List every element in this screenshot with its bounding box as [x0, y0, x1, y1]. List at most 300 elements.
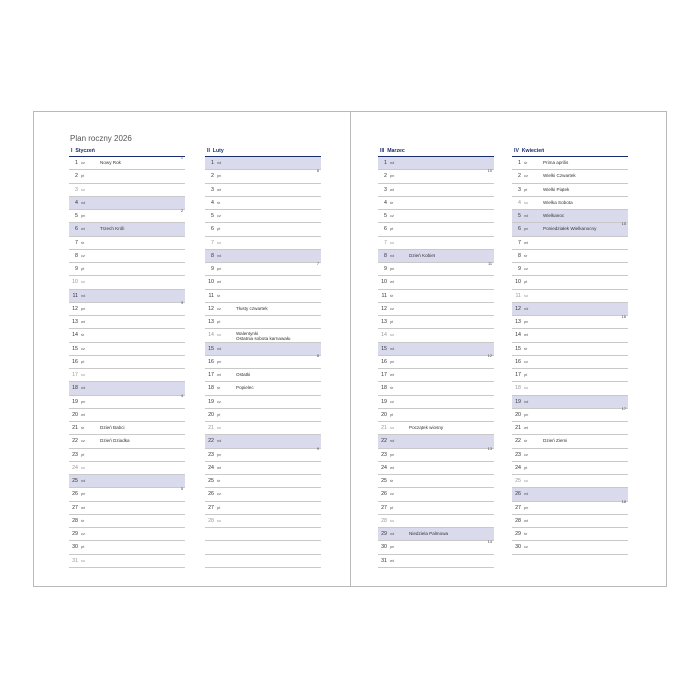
week-number: 9	[316, 446, 319, 451]
holiday-label	[100, 435, 130, 448]
day-row	[378, 316, 494, 329]
day-row	[378, 237, 494, 250]
day-number: 13	[208, 319, 214, 325]
day-row	[512, 515, 628, 528]
day-number: 20	[72, 411, 78, 418]
day-number: 31	[381, 557, 387, 564]
day-number: 25	[208, 478, 214, 484]
weekday-abbr: śr	[524, 160, 528, 165]
weekday-abbr: pt	[524, 279, 528, 285]
weekday-abbr: pt	[524, 464, 528, 470]
day-number: 25	[381, 478, 387, 484]
week-number: 1	[180, 154, 183, 160]
day-row	[512, 406, 628, 422]
day-number: 27	[208, 504, 214, 511]
day-row	[378, 462, 494, 475]
day-row	[69, 343, 185, 356]
day-number: 26	[515, 491, 521, 498]
day-number: 4	[518, 199, 521, 206]
day-number: 29	[381, 531, 387, 537]
day-number: 13	[72, 319, 78, 325]
day-row	[69, 207, 185, 223]
day-number: 29	[72, 531, 78, 537]
day-row	[205, 157, 321, 170]
day-row	[69, 223, 185, 236]
week-number: 3	[180, 300, 183, 306]
day-row	[205, 303, 321, 316]
weekday-abbr: pn	[217, 451, 222, 457]
weekday-abbr: pt	[217, 411, 221, 417]
day-row	[378, 435, 494, 448]
week-number: 12	[487, 353, 492, 359]
day-row	[512, 369, 628, 382]
day-row	[205, 422, 321, 435]
month-column-march	[378, 145, 494, 568]
day-number: 22	[208, 438, 214, 445]
day-number: 21	[208, 425, 214, 431]
day-number: 8	[75, 252, 78, 259]
day-row	[205, 435, 321, 448]
holiday-label	[236, 331, 290, 341]
day-row	[378, 329, 494, 342]
day-row	[69, 382, 185, 395]
day-row	[69, 541, 185, 554]
day-number: 16	[208, 358, 214, 365]
day-number: 11	[381, 292, 387, 299]
day-row	[205, 343, 321, 356]
day-number: 10	[381, 279, 387, 286]
day-number: 19	[381, 398, 387, 405]
day-row	[205, 409, 321, 422]
day-row	[69, 316, 185, 329]
day-number: 17	[208, 372, 214, 378]
weekday-abbr: nd	[390, 252, 395, 258]
day-number: 14	[208, 332, 214, 339]
day-row	[69, 555, 185, 568]
weekday-abbr: śr	[81, 239, 85, 245]
weekday-abbr: so	[524, 478, 529, 483]
day-row	[205, 184, 321, 197]
day-row	[378, 538, 494, 554]
weekday-abbr: wt	[390, 557, 394, 563]
day-number: 6	[518, 226, 521, 233]
weekday-abbr: nd	[390, 438, 395, 444]
day-number: 9	[211, 266, 214, 272]
holiday-label	[409, 528, 448, 541]
weekday-abbr: wt	[390, 279, 394, 285]
day-number: 3	[384, 186, 387, 193]
day-row	[69, 263, 185, 276]
weekday-abbr: wt	[81, 411, 85, 417]
holiday-label	[100, 223, 124, 236]
day-row	[69, 300, 185, 316]
day-row	[69, 276, 185, 289]
day-row	[378, 515, 494, 528]
day-number: 10	[72, 279, 78, 286]
weekday-abbr: nd	[81, 292, 86, 298]
weekday-abbr: nd	[81, 478, 86, 483]
day-number: 8	[384, 252, 387, 259]
holiday-label	[236, 382, 254, 395]
day-row	[69, 369, 185, 382]
month-header	[512, 145, 628, 157]
day-number: 28	[515, 517, 521, 524]
month-name: Marzec	[387, 148, 405, 154]
day-number: 30	[515, 544, 521, 551]
day-list	[69, 154, 185, 568]
day-list	[378, 157, 494, 568]
day-row	[205, 382, 321, 395]
day-number: 17	[381, 372, 387, 378]
day-row	[512, 449, 628, 462]
day-row	[512, 184, 628, 197]
day-number: 18	[72, 385, 78, 392]
holiday-label	[543, 210, 564, 223]
day-number: 6	[384, 226, 387, 233]
day-number: 13	[381, 319, 387, 325]
weekday-abbr: nd	[217, 438, 222, 444]
holiday-text: Walentynki	[236, 330, 259, 336]
day-number: 16	[381, 358, 387, 365]
day-row	[205, 396, 321, 409]
day-row	[378, 488, 494, 501]
holiday-text: Popielec	[236, 385, 254, 391]
day-number: 1	[75, 160, 78, 166]
weekday-abbr: cz	[217, 305, 221, 311]
holiday-text: Nowy Rok	[100, 160, 121, 165]
weekday-abbr: cz	[524, 173, 528, 179]
month-header	[205, 145, 321, 157]
week-number: 11	[487, 260, 492, 266]
weekday-abbr: so	[390, 425, 395, 430]
day-row	[205, 353, 321, 369]
holiday-text: Prima aprilis	[543, 160, 569, 165]
holiday-text: Wielka Sobota	[543, 199, 573, 205]
day-number: 2	[75, 173, 78, 180]
day-row	[512, 462, 628, 475]
day-number: 27	[72, 504, 78, 511]
day-number: 25	[515, 478, 521, 484]
month-name: Kwiecień	[521, 148, 545, 154]
month-name: Luty	[212, 148, 224, 154]
weekday-abbr: cz	[81, 531, 85, 536]
day-row	[69, 422, 185, 435]
day-number: 30	[72, 544, 78, 551]
day-row	[378, 184, 494, 197]
day-row	[69, 485, 185, 501]
day-row	[512, 329, 628, 342]
day-row	[378, 555, 494, 568]
weekday-abbr: pt	[81, 358, 85, 364]
day-number: 23	[381, 451, 387, 458]
day-number: 18	[515, 385, 521, 392]
day-row	[205, 502, 321, 515]
day-row	[205, 515, 321, 528]
day-row	[512, 276, 628, 289]
day-row	[378, 343, 494, 356]
day-row	[512, 356, 628, 369]
day-number: 13	[515, 319, 521, 325]
weekday-abbr: cz	[217, 491, 221, 497]
month-column-april	[512, 145, 628, 555]
day-number: 12	[515, 305, 521, 312]
weekday-abbr: wt	[524, 517, 528, 523]
weekday-abbr: śr	[524, 438, 528, 444]
day-number: 5	[384, 213, 387, 219]
day-number: 16	[515, 358, 521, 365]
day-number: 14	[72, 332, 78, 339]
weekday-abbr: nd	[217, 252, 222, 258]
weekday-abbr: cz	[390, 398, 394, 404]
day-row	[512, 157, 628, 170]
day-number: 23	[515, 451, 521, 458]
day-row	[205, 260, 321, 276]
day-number: 19	[515, 398, 521, 405]
weekday-abbr: so	[81, 279, 86, 285]
week-number: 10	[487, 167, 492, 173]
day-number: 2	[384, 173, 387, 180]
day-row	[512, 475, 628, 488]
week-number: 14	[487, 538, 492, 544]
weekday-abbr: śr	[217, 199, 221, 205]
day-row	[378, 369, 494, 382]
day-number: 5	[75, 213, 78, 219]
month-header	[378, 145, 494, 157]
weekday-abbr: cz	[524, 358, 528, 364]
day-number: 9	[518, 266, 521, 272]
day-row	[205, 555, 321, 568]
weekday-abbr: pt	[390, 504, 394, 510]
day-row	[378, 475, 494, 488]
day-number: 15	[381, 345, 387, 352]
weekday-abbr: pt	[81, 451, 85, 457]
weekday-abbr: pt	[524, 186, 528, 192]
day-row	[69, 528, 185, 541]
day-row	[378, 260, 494, 276]
day-number: 17	[515, 372, 521, 378]
day-row	[205, 167, 321, 183]
weekday-abbr: wt	[217, 279, 221, 285]
day-row	[378, 396, 494, 409]
weekday-abbr: pt	[524, 372, 528, 377]
weekday-abbr: pn	[81, 398, 86, 404]
holiday-label	[409, 422, 443, 435]
day-number: 28	[208, 517, 214, 524]
weekday-abbr: pn	[390, 173, 395, 179]
weekday-abbr: wt	[524, 425, 528, 430]
holiday-label	[236, 369, 250, 382]
weekday-abbr: cz	[81, 438, 85, 444]
day-number: 5	[211, 213, 214, 219]
weekday-abbr: so	[524, 199, 529, 205]
day-number: 15	[208, 345, 214, 352]
weekday-abbr: pn	[524, 411, 529, 417]
day-row	[378, 210, 494, 223]
day-number: 17	[72, 372, 78, 378]
day-row	[69, 475, 185, 488]
day-row	[378, 382, 494, 395]
day-number: 23	[208, 451, 214, 458]
weekday-abbr: pn	[81, 491, 86, 497]
day-row	[205, 237, 321, 250]
weekday-abbr: pn	[390, 266, 395, 271]
weekday-abbr: pt	[217, 319, 221, 324]
weekday-abbr: pn	[524, 226, 529, 232]
day-row	[205, 276, 321, 289]
holiday-text: Niedziela Palmowa	[409, 531, 449, 536]
holiday-label	[409, 250, 435, 263]
day-row	[512, 250, 628, 263]
weekday-abbr: pn	[81, 213, 86, 218]
holiday-text: Ostatki	[236, 372, 251, 377]
weekday-abbr: so	[217, 425, 222, 430]
day-number: 8	[518, 252, 521, 259]
weekday-abbr: so	[81, 186, 86, 192]
day-number: 22	[72, 438, 78, 445]
week-number: 6	[316, 167, 319, 173]
weekday-abbr: nd	[524, 491, 529, 497]
day-number: 14	[515, 332, 521, 339]
day-number: 21	[515, 425, 521, 431]
week-number: 5	[180, 485, 183, 491]
day-row	[378, 276, 494, 289]
day-number: 6	[211, 226, 214, 233]
day-number: 8	[211, 252, 214, 259]
weekday-abbr: so	[81, 464, 86, 470]
day-number: 6	[75, 226, 78, 233]
day-row	[69, 170, 185, 183]
day-number: 29	[515, 531, 521, 537]
weekday-abbr: śr	[524, 345, 528, 351]
day-number: 7	[211, 239, 214, 246]
day-number: 11	[72, 292, 78, 299]
week-number: 16	[621, 313, 626, 319]
weekday-abbr: pn	[390, 358, 395, 364]
weekday-abbr: wt	[390, 464, 394, 470]
day-row	[512, 313, 628, 329]
month-roman: II	[207, 148, 210, 154]
weekday-abbr: śr	[81, 425, 85, 430]
day-number: 24	[381, 464, 387, 471]
day-row	[205, 541, 321, 554]
day-row	[512, 197, 628, 210]
day-number: 15	[72, 345, 78, 352]
day-row	[512, 210, 628, 223]
month-roman: III	[380, 148, 385, 154]
day-number: 3	[518, 186, 521, 193]
day-row	[512, 303, 628, 316]
weekday-abbr: śr	[217, 478, 221, 483]
day-row	[205, 488, 321, 501]
day-row	[378, 528, 494, 541]
weekday-abbr: wt	[390, 372, 394, 377]
day-row	[69, 290, 185, 303]
day-row	[205, 210, 321, 223]
holiday-text: Początek wiosny	[409, 425, 444, 430]
weekday-abbr: pt	[390, 226, 394, 232]
day-row	[512, 488, 628, 501]
day-row	[378, 250, 494, 263]
weekday-abbr: wt	[81, 319, 85, 324]
day-number: 1	[384, 160, 387, 166]
day-row	[512, 382, 628, 395]
day-number: 20	[515, 411, 521, 418]
holiday-label	[543, 223, 596, 236]
holiday-text: Wielki Piątek	[543, 186, 570, 192]
day-number: 19	[72, 398, 78, 405]
weekday-abbr: cz	[390, 305, 394, 311]
day-row	[205, 197, 321, 210]
weekday-abbr: pn	[390, 451, 395, 457]
day-number: 5	[518, 213, 521, 219]
day-number: 24	[515, 464, 521, 471]
week-number: 17	[621, 406, 626, 412]
day-row	[69, 329, 185, 342]
weekday-abbr: śr	[390, 385, 394, 391]
day-number: 28	[381, 517, 387, 524]
day-row	[512, 290, 628, 303]
weekday-abbr: nd	[524, 305, 529, 311]
month-column-february	[205, 145, 321, 568]
day-number: 26	[208, 491, 214, 498]
weekday-abbr: nd	[524, 398, 529, 404]
day-number: 11	[515, 292, 521, 299]
day-row	[69, 449, 185, 462]
holiday-text: Tłusty czwartek	[236, 305, 268, 311]
day-row	[205, 223, 321, 236]
day-number: 2	[211, 173, 214, 180]
weekday-abbr: nd	[217, 345, 222, 351]
week-number: 15	[621, 220, 626, 226]
weekday-abbr: wt	[81, 226, 85, 232]
day-number: 20	[381, 411, 387, 418]
day-row	[378, 446, 494, 462]
day-row	[512, 541, 628, 554]
day-row	[69, 356, 185, 369]
day-row	[378, 422, 494, 435]
month-name: Styczeń	[75, 148, 95, 154]
day-number: 26	[72, 491, 78, 498]
day-row	[69, 462, 185, 475]
weekday-abbr: pt	[390, 411, 394, 417]
day-number: 9	[75, 266, 78, 272]
weekday-abbr: cz	[524, 266, 528, 271]
day-row	[512, 343, 628, 356]
holiday-label	[543, 170, 576, 183]
day-list	[512, 157, 628, 555]
weekday-abbr: pn	[524, 504, 529, 510]
week-number: 8	[316, 353, 319, 359]
weekday-abbr: śr	[217, 385, 221, 391]
day-row	[69, 393, 185, 409]
day-number: 4	[211, 199, 214, 206]
weekday-abbr: wt	[217, 372, 221, 377]
week-number: 4	[180, 393, 183, 398]
day-row	[205, 528, 321, 541]
weekday-abbr: śr	[81, 517, 85, 523]
day-number: 18	[208, 385, 214, 392]
day-row	[378, 167, 494, 183]
weekday-abbr: nd	[81, 385, 86, 391]
day-number: 11	[208, 292, 214, 299]
weekday-abbr: wt	[81, 504, 85, 510]
day-number: 21	[72, 425, 78, 431]
day-row	[69, 184, 185, 197]
day-row	[205, 446, 321, 462]
holiday-text: Dzień Ziemi	[543, 438, 568, 444]
day-row	[69, 154, 185, 170]
weekday-abbr: cz	[524, 544, 528, 550]
